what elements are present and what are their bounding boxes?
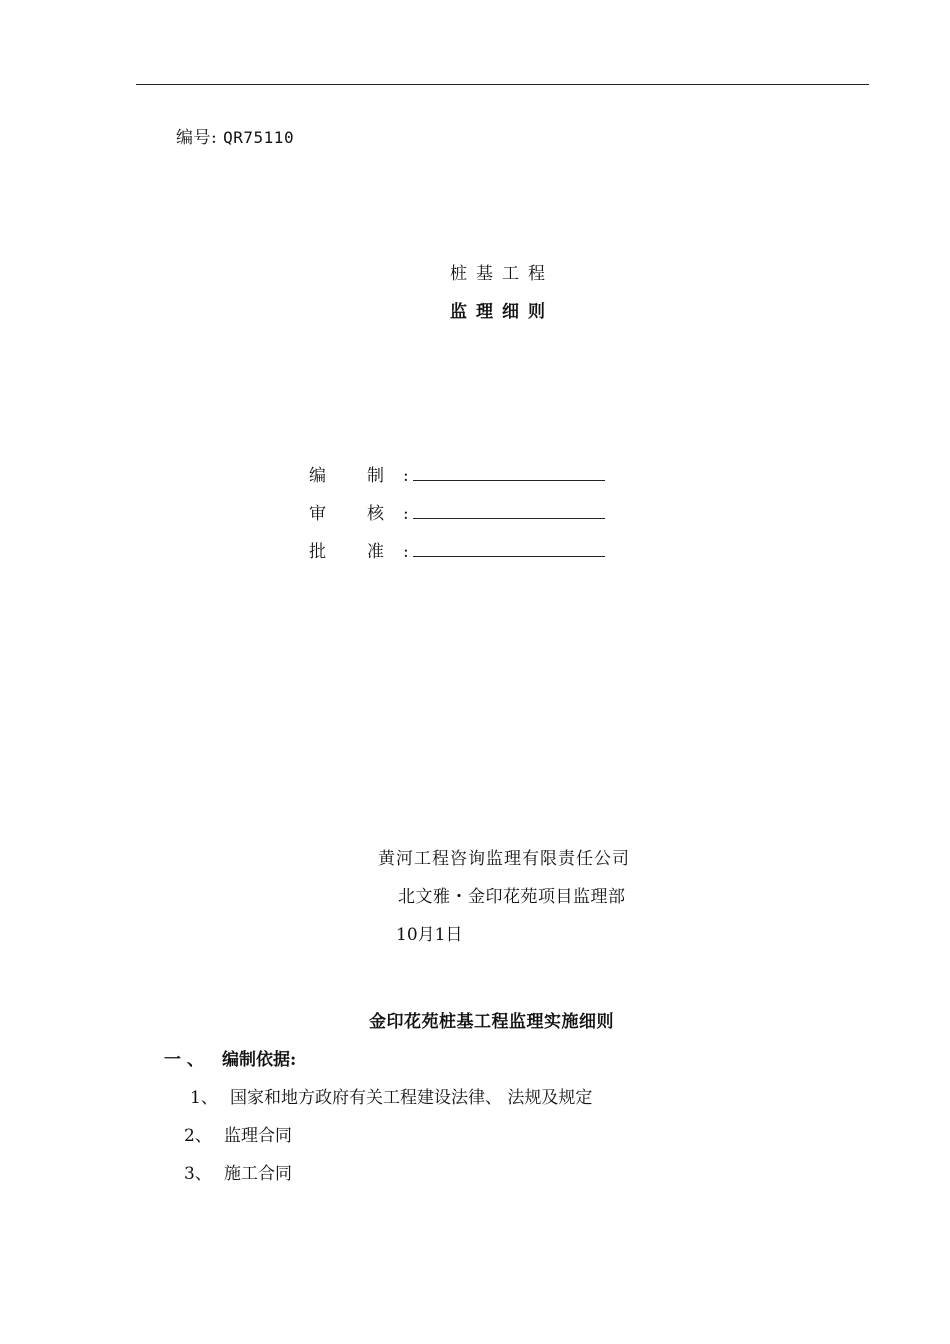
title-line-2: 监理细则 bbox=[450, 302, 554, 322]
signoff-row-review: 审 核 : bbox=[309, 504, 609, 523]
document-number bbox=[176, 130, 294, 147]
company-name: 黄河工程咨询监理有限责任公司 bbox=[378, 849, 630, 869]
signoff-label: 编 制 bbox=[309, 466, 384, 486]
body-heading: 金印花苑桩基工程监理实施细则 bbox=[369, 1012, 614, 1032]
signature-line-approve[interactable] bbox=[413, 542, 605, 557]
list-item-number: 3、 bbox=[184, 1164, 212, 1184]
list-item-text: 国家和地方政府有关工程建设法律、 法规及规定 bbox=[230, 1088, 593, 1108]
issue-date: 10月1日 bbox=[396, 925, 463, 945]
list-item-text: 监理合同 bbox=[224, 1126, 292, 1146]
title-line-1: 桩基工程 bbox=[450, 264, 554, 284]
document-number-label: 编号: bbox=[176, 128, 218, 148]
section-title: 编制依据: bbox=[222, 1050, 297, 1070]
list-item bbox=[190, 1090, 592, 1107]
list-item-number: 2、 bbox=[184, 1126, 212, 1146]
signature-line-compile[interactable] bbox=[413, 466, 605, 481]
list-item bbox=[184, 1166, 292, 1183]
project-department: 北文雅・金印花苑项目监理部 bbox=[398, 887, 626, 907]
list-item bbox=[184, 1128, 292, 1145]
section-number: 一 、 bbox=[164, 1050, 204, 1070]
signoff-label: 批 准 bbox=[309, 542, 384, 562]
signoff-row-approve: 批 准 : bbox=[309, 542, 609, 561]
section-heading bbox=[164, 1052, 296, 1069]
list-item-text: 施工合同 bbox=[224, 1164, 292, 1184]
signoff-row-compile: 编 制 : bbox=[309, 466, 609, 485]
signature-line-review[interactable] bbox=[413, 504, 605, 519]
document-number-value: QR75110 bbox=[223, 128, 295, 147]
signoff-label: 审 核 bbox=[309, 504, 384, 524]
list-item-number: 1、 bbox=[190, 1088, 218, 1108]
header-rule bbox=[136, 84, 869, 85]
